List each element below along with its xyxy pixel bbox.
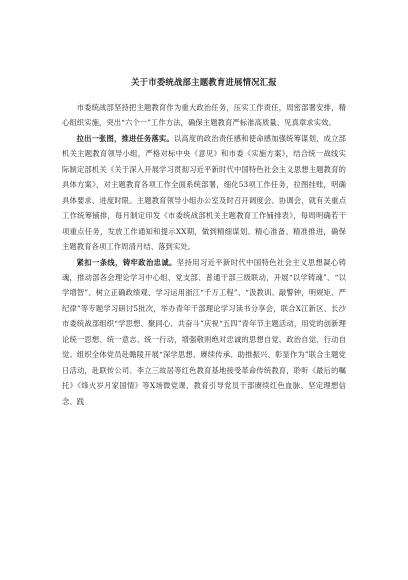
paragraph-political-loyalty xyxy=(62,255,346,410)
paragraph-text: 以高度的政治责任感和使命感加强统筹谋划，成立部机关主题教育领导小组，严格对标中央《意见》和市委《实施方案》，结合统一战线实际制定部机关《关于深入开展学习贯彻习近平新时代中国特色社会主义思想主题教育的具体方案》，对主题教育各项工作全面系统部署，细化53项工作任务，拉图挂账，明确具体要求、进度时限。主题教育领导小组办公室及时召开调度会、协调会，就有关重点工作统筹铺排，每月制定印发《市委统战部机关主题教育工作铺排表》，每周明确若干项重点任务，发放工作通知和提示XX期，做到精细谋划、精心准备、精准推进，确保主题教育各项工作周清月结、落到实处。 xyxy=(62,133,346,252)
paragraph-text: 坚持用习近平新时代中国特色社会主义思想凝心铸魂，推动部各会理论学习中心组、党支部、普通干部三级联动，开展“以学铸魂”、“以学增智”、树立正确政绩观、学习运用浙江“千万工程”、“汲教训、敲警钟，明规矩、严纪律”等专题学习研讨5批次，举办青年干部理论学习读书分享会，联合X江新区、长沙市委统战部组织“学思想、聚同心、共奋斗”庆祝“五四”青年节主题活动，用党的创新理论统一思想、统一意志、统一行动，增强敬则绝对忠诚的思想自觉、政治自觉、行动自觉。组织全体党员赴瞻陵开展“深学思想、赓续传承、助推振兴、彰显作为”联合主题党日活动，赴联传公司、李立三故居等红色教育基地接受革命传统教育，聆听《最后的嘱托》《烽火岁月家国情》等X场微党课，教育引导党员干部赓续红色血脉、坚定理想信念、践 xyxy=(62,257,346,406)
paragraph-task-map xyxy=(62,131,346,255)
paragraph-intro xyxy=(62,100,346,131)
paragraph-lead: 紧扣一条线，铸牢政治忠诚。 xyxy=(76,257,177,267)
document-title: 关于市委统战部主题教育进展情况汇报 xyxy=(131,77,277,87)
paragraph-text: 市委统战部坚持把主题教育作为重大政治任务，压实工作责任，周密部署安排，精心组织实施，突出“六个一”工作方法，确保主题教育严标准高质量、见真章求实效。 xyxy=(62,103,346,128)
paragraph-lead: 拉出一张图，推进任务落实。 xyxy=(76,133,174,143)
